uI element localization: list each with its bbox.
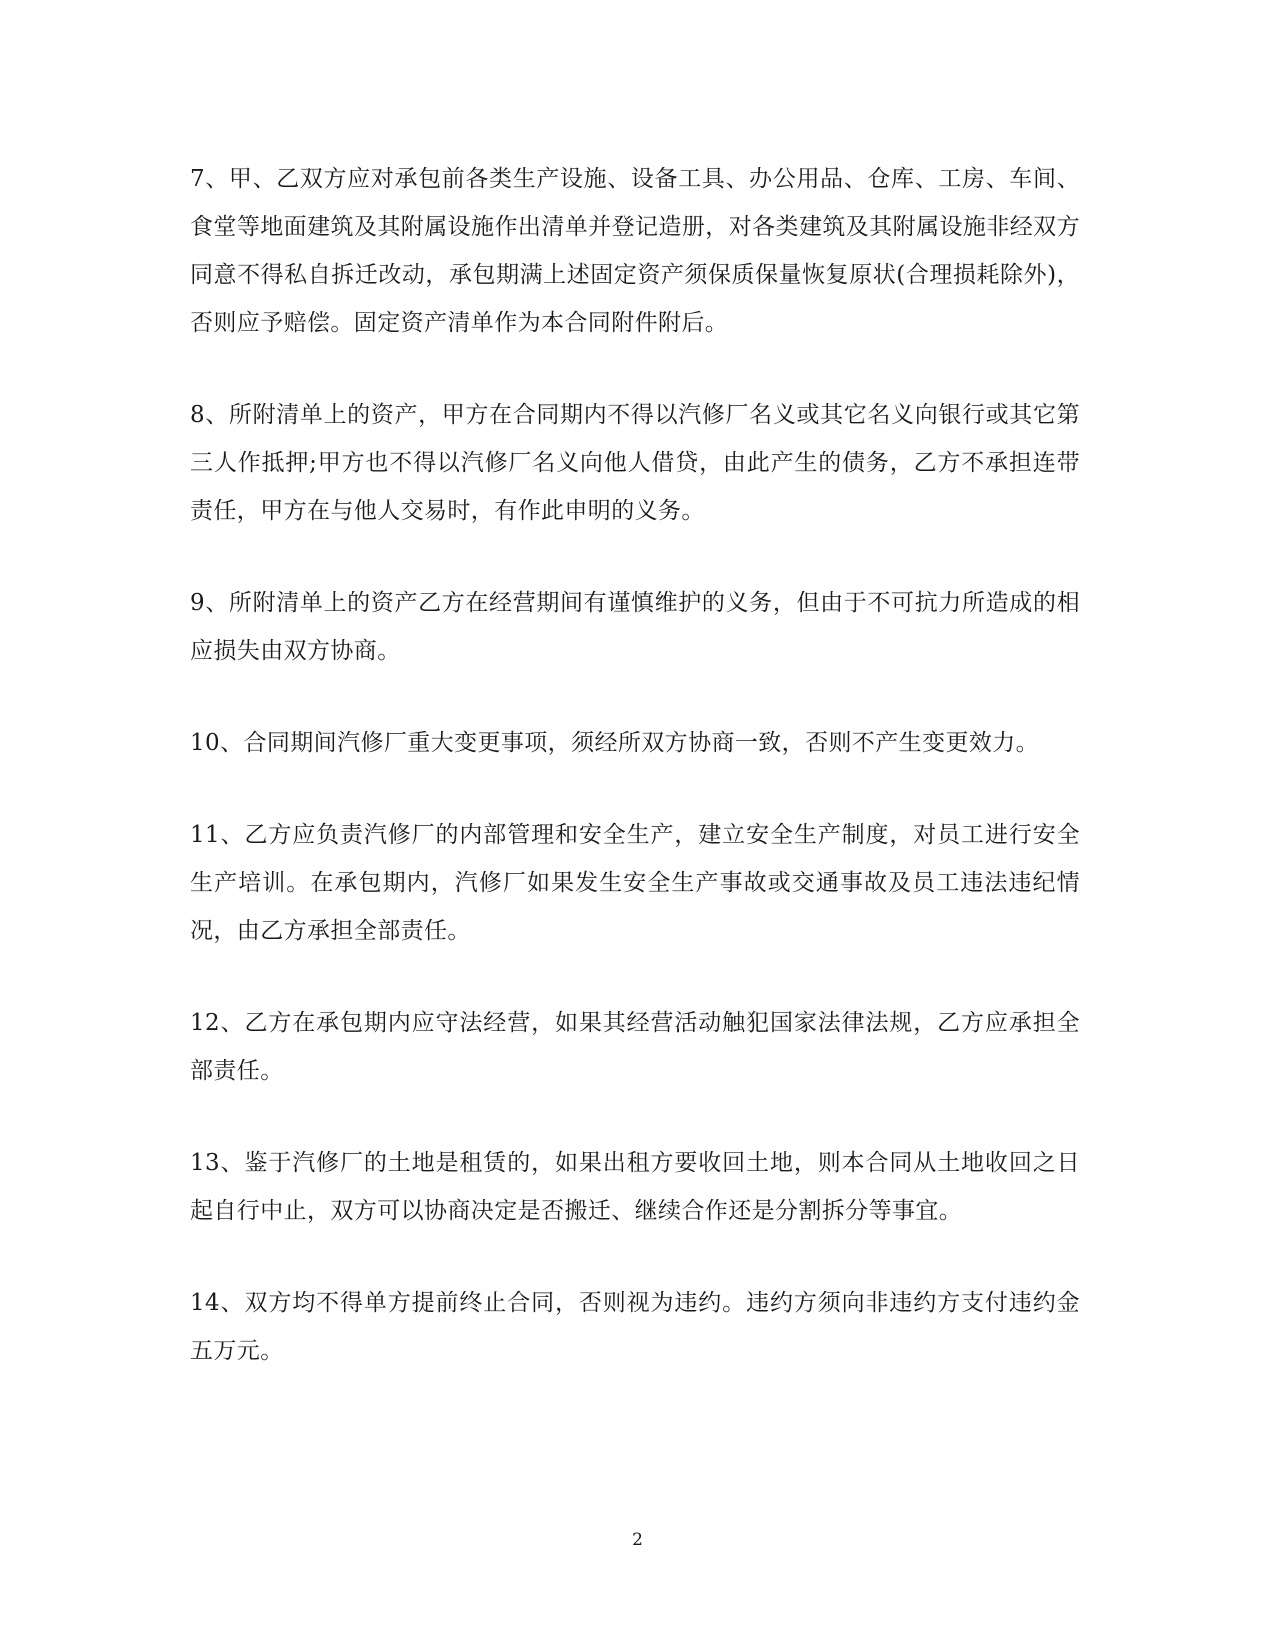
- clause-10: 10、合同期间汽修厂重大变更事项，须经所双方协商一致，否则不产生变更效力。: [190, 730, 1040, 756]
- page-number: 2: [632, 1530, 643, 1550]
- clause-12: 12、乙方在承包期内应守法经营，如果其经营活动触犯国家法律法规，乙方应承担全部责任。: [190, 1010, 1080, 1084]
- clause-11: 11、乙方应负责汽修厂的内部管理和安全生产，建立安全生产制度，对员工进行安全生产培训。在承包期内，汽修厂如果发生安全生产事故或交通事故及员工违法违纪情况，由乙方承担全部责任。: [190, 822, 1080, 944]
- clause-13: 13、鉴于汽修厂的土地是租赁的，如果出租方要收回土地，则本合同从土地收回之日起自行中止，双方可以协商决定是否搬迁、继续合作还是分割拆分等事宜。: [190, 1150, 1080, 1224]
- clause-14: 14、双方均不得单方提前终止合同，否则视为违约。违约方须向非违约方支付违约金五万元。: [190, 1290, 1080, 1364]
- clause-9: 9、所附清单上的资产乙方在经营期间有谨慎维护的义务，但由于不可抗力所造成的相应损失由双方协商。: [190, 590, 1080, 664]
- clause-8: 8、所附清单上的资产，甲方在合同期内不得以汽修厂名义或其它名义向银行或其它第三人作抵押;甲方也不得以汽修厂名义向他人借贷，由此产生的债务，乙方不承担连带责任，甲方在与他人交易时，有作此申明的义务。: [190, 402, 1080, 524]
- contract-body: [190, 155, 1080, 1419]
- clause-7: 7、甲、乙双方应对承包前各类生产设施、设备工具、办公用品、仓库、工房、车间、食堂等地面建筑及其附属设施作出清单并登记造册，对各类建筑及其附属设施非经双方同意不得私自拆迁改动，承包期满上述固定资产须保质保量恢复原状(合理损耗除外)，否则应予赔偿。固定资产清单作为本合同附件附后。: [190, 166, 1080, 336]
